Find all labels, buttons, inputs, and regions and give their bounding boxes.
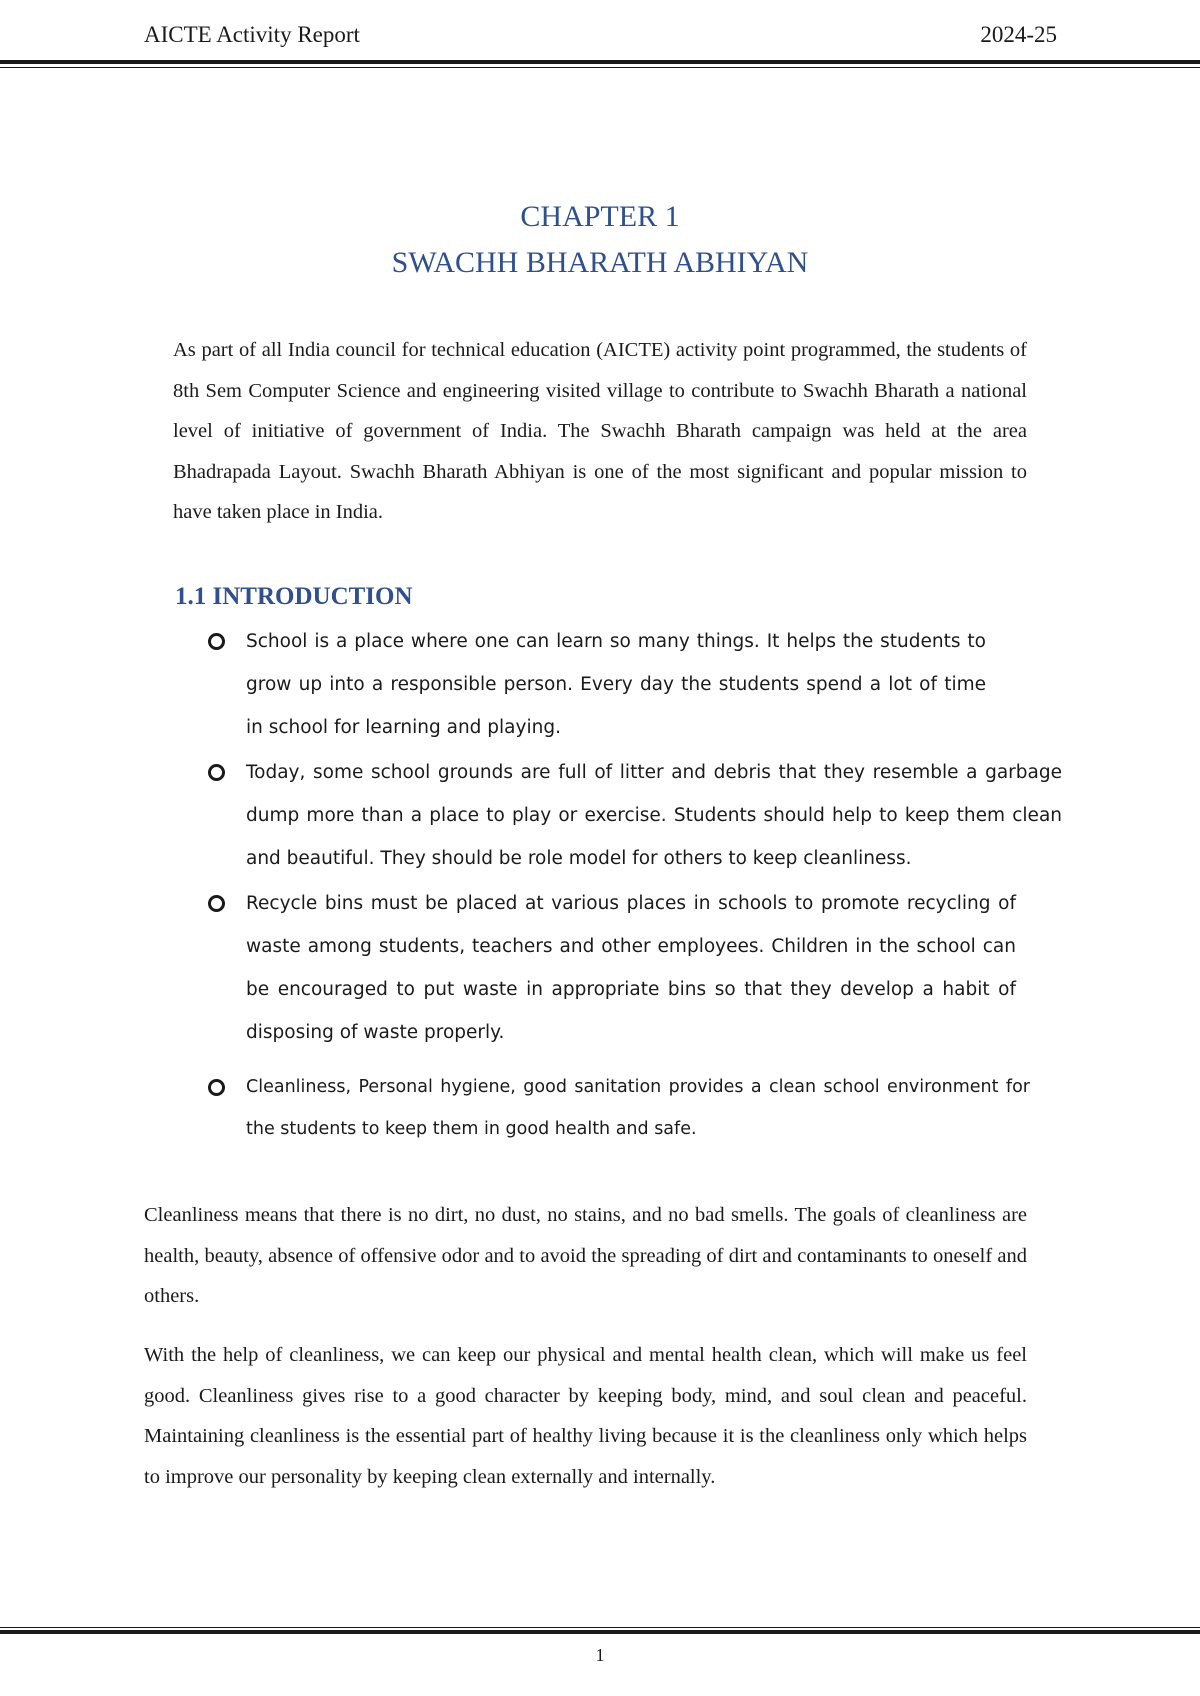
footer-rule-thin [0, 1627, 1200, 1628]
header-rule-thin [0, 67, 1200, 68]
introduction-bullet-list [208, 620, 1062, 1150]
bullet-text: Recycle bins must be placed at various places in schools to promote recycling of waste among students, teachers and other employees. Children in the school can be encouraged to put waste in appropriate bins so that they develop a habit of disposing of waste properly. [246, 893, 1016, 1043]
body-paragraph: Cleanliness means that there is no dirt, no dust, no stains, and no bad smells. The goals of cleanliness are health, beauty, absence of offensive odor and to avoid the spreading of dirt and contaminants to oneself and others. [144, 1204, 1027, 1307]
body-paragraph: With the help of cleanliness, we can keep our physical and mental health clean, which will make us feel good. Cleanliness gives rise to a good character by keeping body, mind, and soul clean and peaceful. Maintaining cleanliness is the essential part of healthy living because it is the cleanliness only which helps to improve our personality by keeping clean externally and internally. [144, 1344, 1027, 1488]
intro-paragraph: As part of all India council for technical education (AICTE) activity point programmed, the students of 8th Sem Computer Science and engineering visited village to contribute to Swachh Bharath a national level of initiative of government of India. The Swachh Bharath campaign was held at the area Bhadrapada Layout. Swachh Bharath Abhiyan is one of the most significant and popular mission to have taken place in India. [173, 339, 1027, 523]
bullet-text: Today, some school grounds are full of litter and debris that they resemble a garbage dump more than a place to play or exercise. Students should help to keep them clean and beautiful. They should be role model for others to keep cleanliness. [246, 762, 1062, 869]
bullet-text: Cleanliness, Personal hygiene, good sanitation provides a clean school environment for the students to keep them in good health and safe. [246, 1077, 1030, 1139]
bullet-item [208, 882, 1016, 1054]
chapter-number: CHAPTER 1 [520, 200, 680, 233]
bullet-item [208, 751, 1062, 880]
header-rule-thick [0, 60, 1200, 64]
section-heading: 1.1 INTRODUCTION [175, 583, 413, 610]
bullet-item [208, 620, 986, 749]
report-title: AICTE Activity Report [144, 22, 360, 47]
circle-bullet-icon [208, 895, 225, 912]
page-number: 1 [595, 1645, 605, 1665]
bullet-text: School is a place where one can learn so many things. It helps the students to grow up into a responsible person. Every day the students spend a lot of time in school for learning and playing. [246, 631, 986, 738]
footer-rule-thick [0, 1630, 1200, 1634]
circle-bullet-icon [208, 633, 225, 650]
report-year: 2024-25 [980, 22, 1057, 47]
circle-bullet-icon [208, 1079, 225, 1096]
circle-bullet-icon [208, 764, 225, 781]
bullet-item [208, 1066, 1030, 1150]
chapter-title: SWACHH BHARATH ABHIYAN [391, 246, 809, 279]
